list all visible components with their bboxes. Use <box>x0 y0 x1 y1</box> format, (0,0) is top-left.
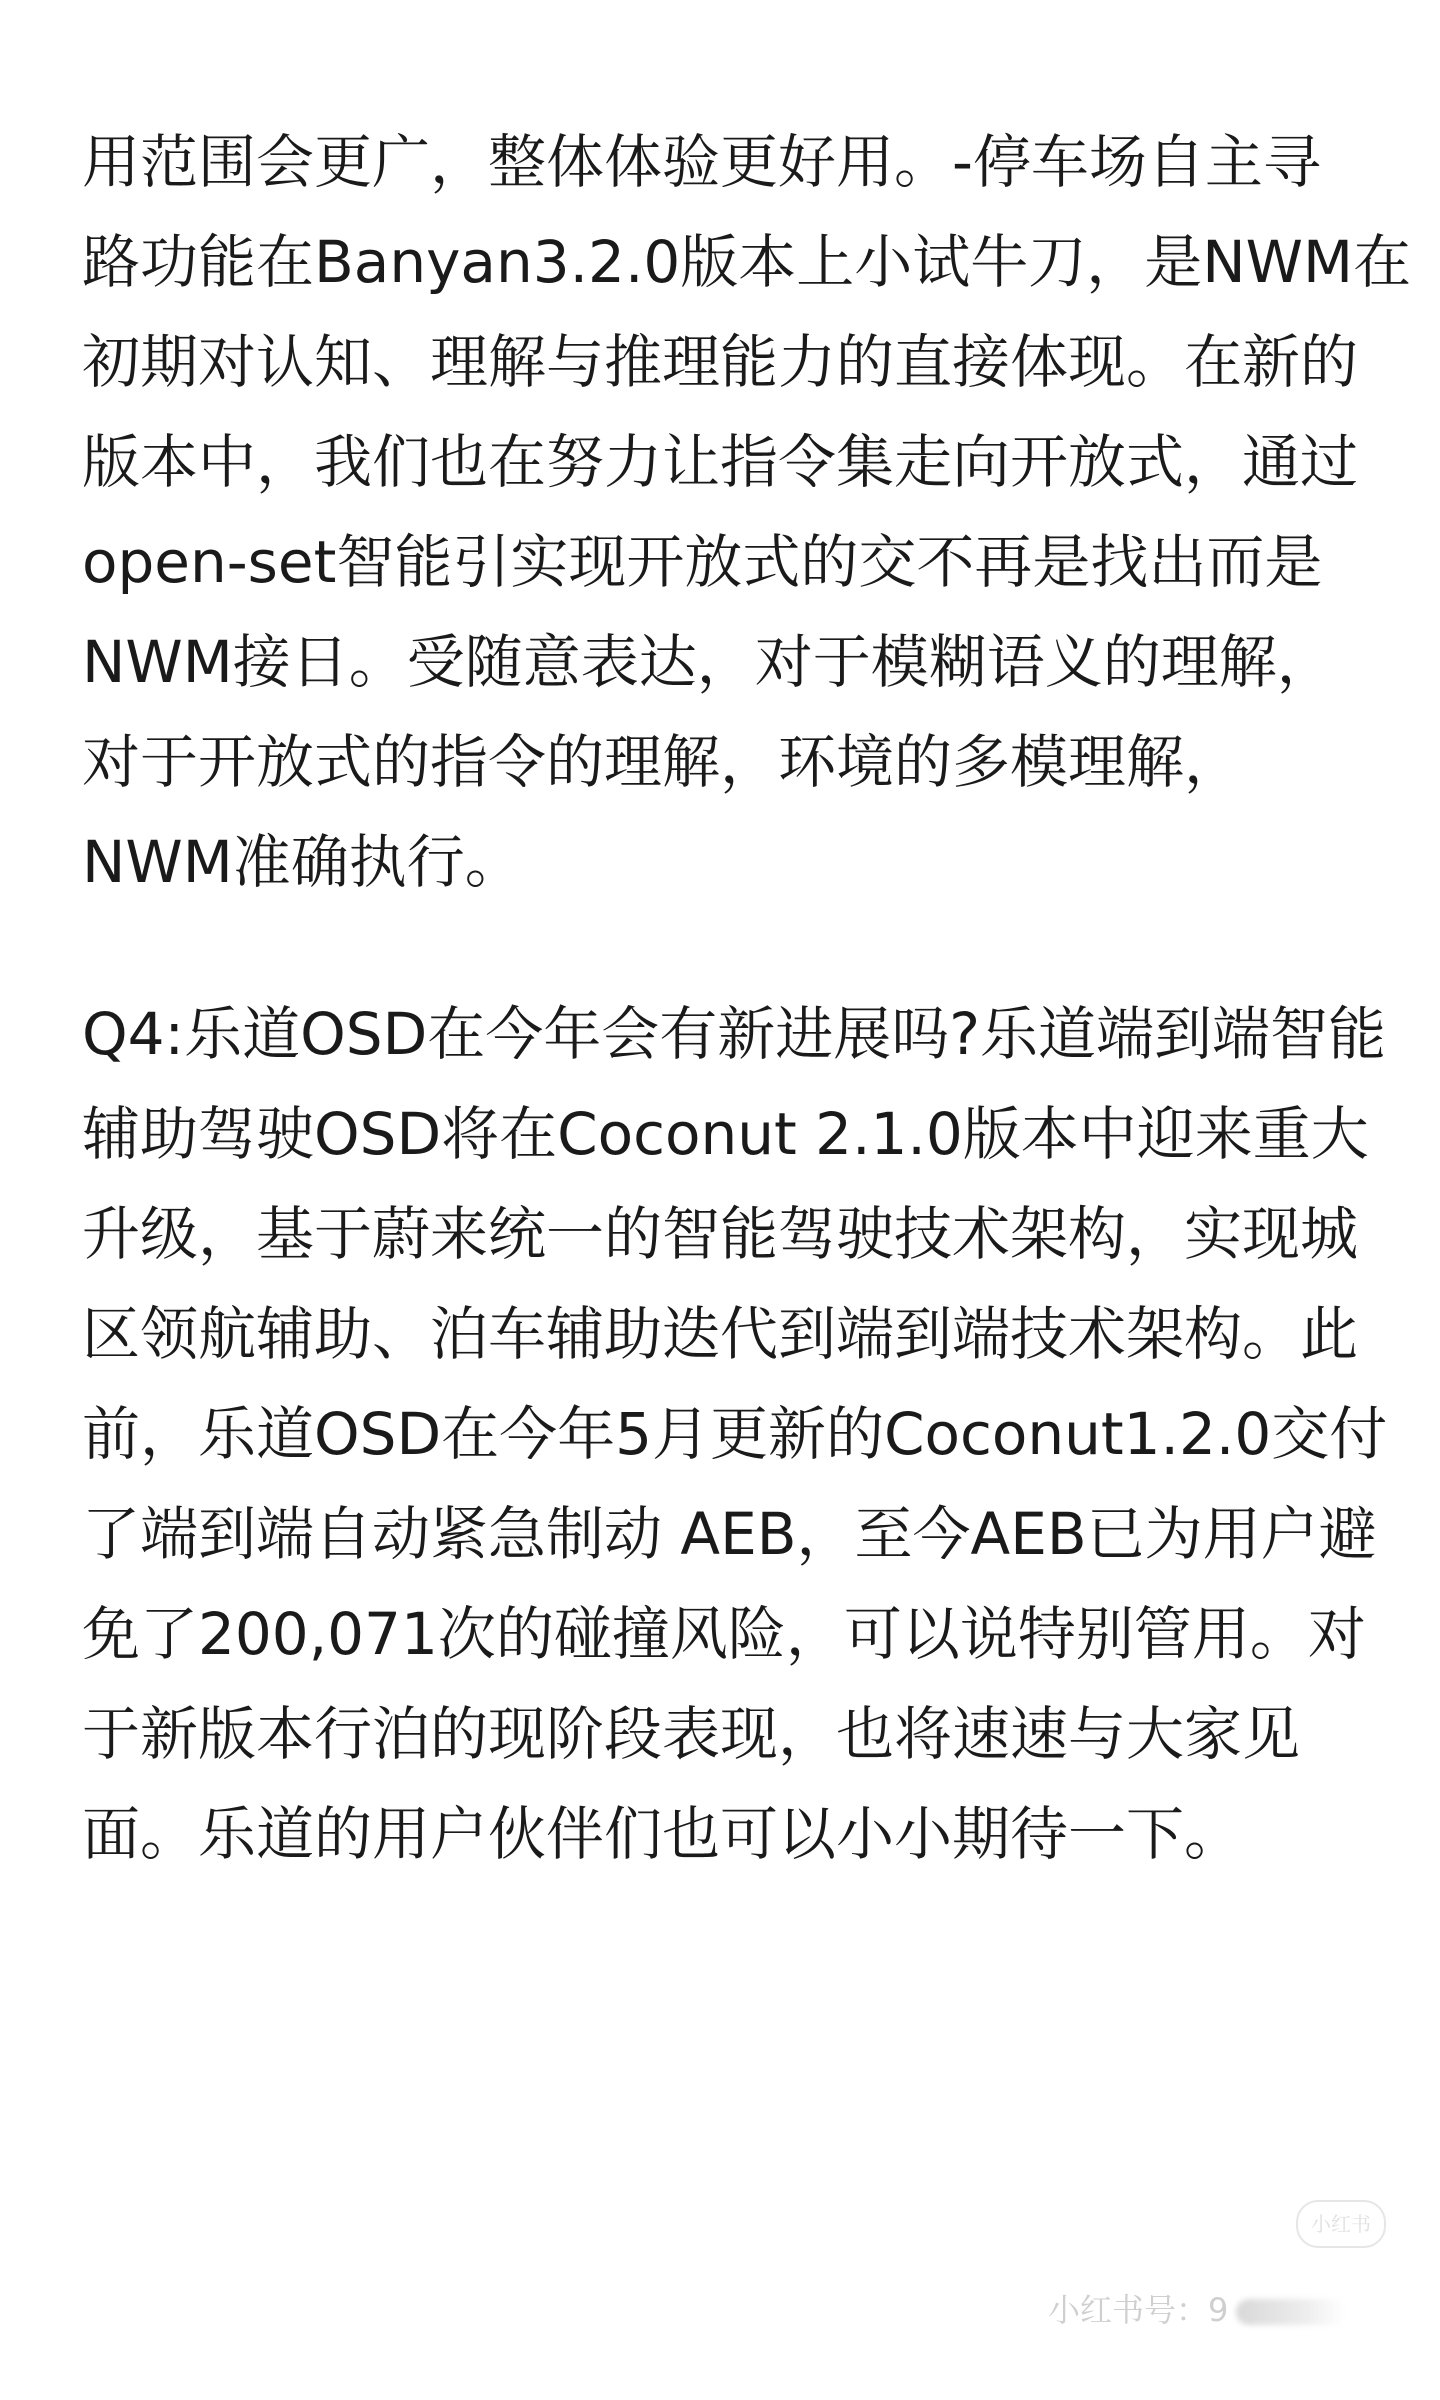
text-line: 面。乐道的用户伙伴们也可以小小期待一下。 <box>82 1800 1243 1868</box>
text-line: 区领航辅助、泊车辅助迭代到端到端技术架构。此 <box>82 1300 1359 1368</box>
text-line: NWM接日。受随意表达，对于模糊语义的理解， <box>82 628 1335 696</box>
watermark-source-text: 小红书号：9 <box>1048 2291 1229 2329</box>
article-body <box>82 112 1412 1884</box>
text-line: 版本中，我们也在努力让指令集走向开放式，通过 <box>82 428 1359 496</box>
text-line: 前，乐道OSD在今年5月更新的Coconut1.2.0交付 <box>82 1400 1388 1468</box>
text-line: 升级，基于蔚来统一的智能驾驶技术架构，实现城 <box>82 1200 1359 1268</box>
text-line: 对于开放式的指令的理解，环境的多模理解， <box>82 728 1243 796</box>
text-line: 于新版本行泊的现阶段表现，也将速速与大家见 <box>82 1700 1301 1768</box>
watermark-blur-mask <box>1236 2299 1346 2325</box>
paragraph-q4-osd <box>82 984 1388 1884</box>
text-line: 路功能在Banyan3.2.0版本上小试牛刀，是NWM在 <box>82 228 1412 296</box>
text-line: 免了200,071次的碰撞风险，可以说特别管用。对 <box>82 1600 1366 1668</box>
text-line: 了端到端自动紧急制动 AEB，至今AEB已为用户避 <box>82 1500 1377 1568</box>
paragraph-parking-nwm <box>82 112 1412 912</box>
text-line: 用范围会更广，整体体验更好用。-停车场自主寻 <box>82 128 1321 196</box>
text-line: 辅助驾驶OSD将在Coconut 2.1.0版本中迎来重大 <box>82 1100 1369 1168</box>
text-line: open-set智能引实现开放式的交不再是找出而是 <box>82 528 1323 596</box>
watermark-source <box>1048 2290 1346 2330</box>
text-line: Q4:乐道OSD在今年会有新进展吗?乐道端到端智能 <box>82 1000 1387 1068</box>
text-line: 初期对认知、理解与推理能力的直接体现。在新的 <box>82 328 1359 396</box>
text-line: NWM准确执行。 <box>82 828 523 896</box>
watermark-logo: 小红书 <box>1296 2200 1386 2248</box>
